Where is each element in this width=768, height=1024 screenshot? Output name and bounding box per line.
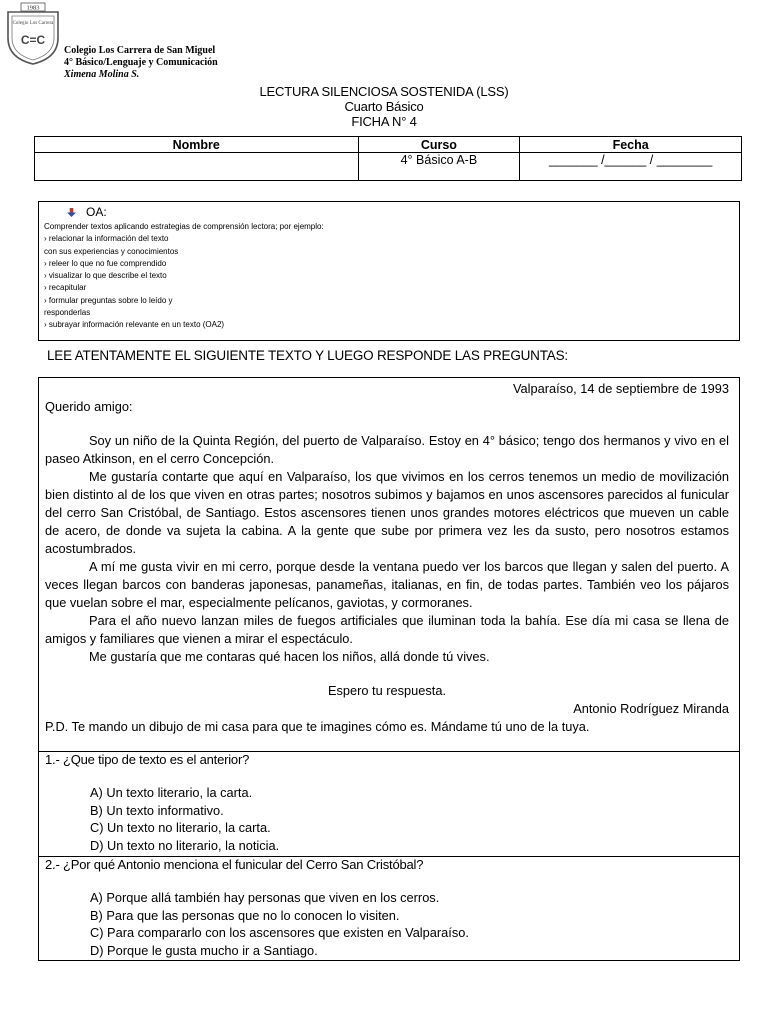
letter-closing: Espero tu respuesta. xyxy=(327,683,447,698)
letter-greeting: Querido amigo: xyxy=(45,399,133,414)
oa-line: Comprender textos aplicando estrategias de comprensión lectora; por ejemplo: xyxy=(44,222,324,231)
curso-value: 4° Básico A-B xyxy=(358,153,520,181)
question-1-title: 1.- ¿Que tipo de texto es el anterior? xyxy=(45,752,250,767)
letter-paragraph: Me gustaría que me contaras qué hacen los niños, allá donde tú vives. xyxy=(89,649,490,664)
student-info-table xyxy=(34,136,742,181)
oa-box xyxy=(38,201,740,341)
oa-line: responderlas xyxy=(44,308,91,318)
letter-text xyxy=(45,378,729,736)
oa-line: › subrayar información relevante en un texto (OA2) xyxy=(44,320,225,330)
question-2-options xyxy=(90,889,469,959)
oa-line: › formular preguntas sobre lo leído y xyxy=(44,295,173,305)
school-info xyxy=(64,45,218,81)
document-title xyxy=(0,84,768,129)
letter-ps: P.D. Te mando un dibujo de mi casa para que te imagines cómo es. Mándame tú uno de la tuya. xyxy=(45,719,590,734)
title-line3: FICHA N° 4 xyxy=(351,114,417,129)
option-c[interactable]: C) Un texto no literario, la carta. xyxy=(90,820,271,835)
school-name: Colegio Los Carrera de San Miguel xyxy=(64,45,216,56)
letter-paragraph: Para el año nuevo lanzan miles de fuegos artificiales que iluminan toda la bahía. Ese día mi casa se llena de amigos y familiares que vienen a mirar el espectáculo. xyxy=(45,613,729,646)
school-teacher: Ximena Molina S. xyxy=(64,69,140,80)
fecha-field[interactable]: _______ /______ / ________ xyxy=(520,153,742,181)
oa-lines xyxy=(44,221,324,332)
crest-text: Colegio Los Carrera xyxy=(12,21,54,26)
letter-date: Valparaíso, 14 de septiembre de 1993 xyxy=(512,381,729,396)
option-b[interactable]: B) Un texto informativo. xyxy=(90,802,224,818)
oa-line: › releer lo que no fue comprendido xyxy=(44,258,167,268)
option-c[interactable]: C) Para compararlo con los ascensores que existen en Valparaíso. xyxy=(90,925,469,940)
header-fecha: Fecha xyxy=(520,137,742,153)
oa-header xyxy=(67,205,107,219)
letter-signature: Antonio Rodríguez Miranda xyxy=(573,701,729,716)
school-course: 4° Básico/Lenguaje y Comunicación xyxy=(64,57,218,68)
option-a[interactable]: A) Porque allá también hay personas que viven en los cerros. xyxy=(90,890,440,905)
letter-paragraph: Soy un niño de la Quinta Región, del puerto de Valparaíso. Estoy en 4° básico; tengo dos hermanos y vivo en el paseo Atkinson, en el cerro Concepción. xyxy=(45,433,729,466)
reading-box xyxy=(38,377,740,961)
crest-monogram: C=C xyxy=(20,33,46,47)
crest-year: 1983 xyxy=(26,4,40,12)
oa-line: › relacionar la información del texto xyxy=(44,234,169,244)
nombre-field[interactable] xyxy=(35,153,359,181)
option-b[interactable]: B) Para que las personas que no lo conocen lo visiten. xyxy=(90,907,400,923)
header-curso: Curso xyxy=(358,137,520,153)
letter-paragraph: A mí me gusta vivir en mi cerro, porque desde la ventana puedo ver los barcos que llegan y salen del puerto. A veces llegan barcos con banderas japonesas, panameñas, italianas, en fin, de todas partes. También veo los pájaros que vuelan sobre el mar, especialmente pelícanos, gaviotas, y cormoranes. xyxy=(45,559,729,610)
arrow-down-bullet-icon xyxy=(67,208,76,217)
school-crest-icon xyxy=(4,2,62,66)
oa-line: con sus experiencias y conocimientos xyxy=(44,246,179,256)
instruction: LEE ATENTAMENTE EL SIGUIENTE TEXTO Y LUEGO RESPONDE LAS PREGUNTAS: xyxy=(47,348,568,363)
oa-label: OA: xyxy=(86,205,107,219)
question-1-options xyxy=(90,784,279,854)
header-nombre: Nombre xyxy=(35,137,359,153)
question-2-title: 2.- ¿Por qué Antonio menciona el funicular del Cerro San Cristóbal? xyxy=(45,857,424,872)
oa-line: › visualizar lo que describe el texto xyxy=(44,271,167,281)
letter-paragraph: Me gustaría contarte que aquí en Valparaíso, los que vivimos en los cerros tenemos un medio de movilización bien distinto al de los que viven en otras partes; nosotros subimos y bajamos en unos ascensores parecidos al funicular del cerro San Cristóbal, de Santiago. Estos ascensores tienen unos grandes motores eléctricos que mueven un cable de acero, de donde va sujeta la cabina. A la gente que sube por primera vez les da susto, pero nosotros estamos acostumbrados. xyxy=(45,469,729,556)
title-line1: LECTURA SILENCIOSA SOSTENIDA (LSS) xyxy=(259,84,509,99)
option-d[interactable]: D) Porque le gusta mucho ir a Santiago. xyxy=(90,942,318,958)
option-d[interactable]: D) Un texto no literario, la noticia. xyxy=(90,837,280,853)
option-a[interactable]: A) Un texto literario, la carta. xyxy=(90,785,253,800)
oa-line: › recapitular xyxy=(44,283,87,293)
title-line2: Cuarto Básico xyxy=(344,99,424,114)
